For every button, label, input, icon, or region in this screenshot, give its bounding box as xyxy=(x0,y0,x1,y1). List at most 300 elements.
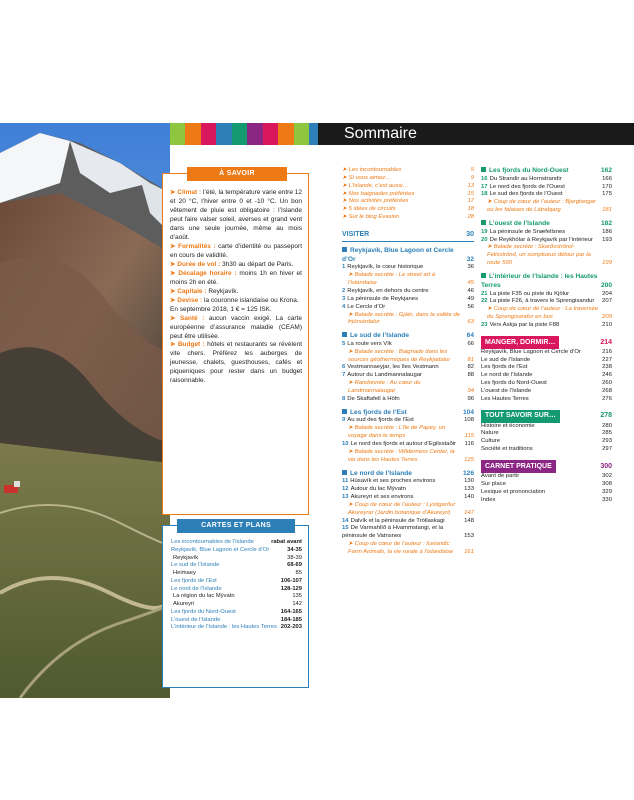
toc-row xyxy=(481,489,612,497)
toc-page: 161 xyxy=(464,548,474,555)
toc-entry xyxy=(342,380,467,396)
toc-page: 260 xyxy=(602,380,612,387)
section-title-text: Le sud de l’Islande xyxy=(350,332,409,340)
intro-row xyxy=(342,206,474,214)
savoir-item xyxy=(170,243,302,261)
toc-page: 133 xyxy=(464,486,474,493)
toc-text: Le sud de l’Islande xyxy=(481,356,531,363)
intro-row xyxy=(342,167,474,175)
page-title: Sommaire xyxy=(318,123,634,145)
a-savoir-text xyxy=(163,174,308,386)
feature-row xyxy=(481,244,612,268)
savoir-text: moins 1h en hiver et moins 2h en été. xyxy=(170,269,302,286)
toc-page: 246 xyxy=(602,372,612,379)
section-title xyxy=(481,273,601,291)
toc-text: Histoire et économie xyxy=(481,422,535,429)
toc-text: Dalvík et la péninsule de Tröllaskagi xyxy=(350,517,445,524)
toc-page: 140 xyxy=(464,493,474,500)
intro-text: ➤ Si vous aimez… xyxy=(342,174,392,181)
map-name: Les fjords du Nord-Ouest xyxy=(171,608,236,615)
toc-text: Vestmannaeyjar, les îles Vestmann xyxy=(347,364,439,371)
toc-entry xyxy=(342,312,467,328)
toc-page: 238 xyxy=(602,364,612,371)
toc-page: 280 xyxy=(602,422,612,429)
toc-page: 210 xyxy=(602,321,612,328)
map-page: 128-129 xyxy=(280,585,302,592)
toc-entry xyxy=(342,441,465,449)
map-name: Les fjords de l’Est xyxy=(171,577,217,584)
toc-entry xyxy=(342,264,467,272)
section-heading xyxy=(342,247,474,265)
toc-text: Les fjords du Nord-Ouest xyxy=(481,380,547,387)
savoir-text: la couronne islandaise ou Krona. xyxy=(202,296,299,304)
intro-text: ➤ Sur le blog Évasion xyxy=(342,214,400,221)
toc-text: Nature xyxy=(481,430,499,437)
toc-text: ➤ Balade secrète : Gjáin, dans la vallée de Þjórsárdalur xyxy=(348,311,461,326)
toc-text: De Reykhólar à Reykjavík par l’intérieur xyxy=(489,236,594,243)
toc-text: Avant de partir xyxy=(481,473,520,479)
toc-page: 276 xyxy=(602,395,612,402)
toc-row xyxy=(342,417,474,425)
savoir-key: ➤ Formalités : xyxy=(170,242,216,250)
feature-row xyxy=(342,349,474,365)
savoir-item xyxy=(170,288,302,297)
toc-row xyxy=(342,525,474,541)
toc-row xyxy=(481,291,612,299)
feature-row xyxy=(342,272,474,288)
color-swatch xyxy=(294,123,309,145)
intro-page: 18 xyxy=(467,206,474,213)
section-bullet xyxy=(481,273,486,278)
intro-text: ➤ L’Islande, c’est aussi… xyxy=(342,182,409,189)
toc-number: 13 xyxy=(342,493,349,500)
intro-page: 17 xyxy=(467,198,474,205)
toc-page: 66 xyxy=(467,340,474,347)
intro-page: 13 xyxy=(467,182,474,189)
toc-column-right xyxy=(481,167,612,504)
toc-text: ➤ Coup de cœur de l’auteur : Lystigarður Akureyrar (Jardin botanique d’Akureyri) xyxy=(348,501,456,516)
color-swatch xyxy=(201,123,216,145)
section-bullet xyxy=(342,409,347,414)
toc-row xyxy=(481,357,612,365)
band-heading xyxy=(481,336,612,349)
map-page: 202-203 xyxy=(280,624,302,631)
intro-text: ➤ Nos activités préférées xyxy=(342,198,409,205)
toc-text: Autour du lac Mývatn xyxy=(350,486,406,493)
feature-row xyxy=(342,541,474,557)
toc-number: 5 xyxy=(342,340,346,347)
toc-number: 2 xyxy=(342,287,346,294)
savoir-item xyxy=(170,315,302,342)
section-title-text: Le nord de l’Islande xyxy=(350,469,412,477)
toc-number: 9 xyxy=(342,417,346,424)
toc-number: 1 xyxy=(342,264,346,271)
toc-text: Reykjavík, le cœur historique xyxy=(347,264,424,271)
toc-text: De Skaftafell à Höfn xyxy=(347,395,400,402)
map-row xyxy=(171,539,302,547)
color-swatch xyxy=(170,123,185,145)
toc-entry xyxy=(481,298,602,306)
toc-text: ➤ Coup de cœur de l’auteur : Bjargtangar ou les falaises de Látrabjarg xyxy=(487,199,596,214)
toc-entry xyxy=(481,322,602,330)
map-page: 68-69 xyxy=(287,562,302,569)
toc-entry xyxy=(481,199,602,215)
map-name: Les incontournables de l’Islande xyxy=(171,539,254,545)
toc-number: 23 xyxy=(481,321,488,328)
toc-page: 199 xyxy=(602,260,612,267)
toc-page: 285 xyxy=(602,430,612,437)
toc-row xyxy=(342,494,474,502)
section-heading xyxy=(342,332,474,341)
toc-row xyxy=(481,423,612,431)
savoir-text: 3h30 au départ de Paris. xyxy=(220,260,294,268)
toc-page: 297 xyxy=(602,446,612,453)
toc-row xyxy=(481,438,612,446)
savoir-item xyxy=(170,189,302,243)
savoir-key: ➤ Budget : xyxy=(170,341,205,349)
toc-entry xyxy=(342,372,467,380)
toc-page: 116 xyxy=(464,441,474,447)
toc-text: La route vers Vík xyxy=(347,340,392,347)
intro-row xyxy=(342,175,474,183)
toc-entry xyxy=(481,244,602,268)
map-row xyxy=(171,586,302,594)
map-row xyxy=(171,624,302,632)
toc-number: 11 xyxy=(342,478,349,485)
map-row xyxy=(171,562,302,570)
toc-text: Lexique et prononciation xyxy=(481,488,546,495)
intro-page: 28 xyxy=(467,214,474,221)
savoir-key: ➤ Devise : xyxy=(170,296,203,304)
toc-text: Le nord de l’Islande xyxy=(481,372,533,379)
feature-row xyxy=(342,449,474,465)
map-row xyxy=(171,570,302,578)
toc-text: ➤ Balade secrète : Wilderness Center, la vie dans les Hautes Terres xyxy=(348,448,455,463)
cartes-box xyxy=(162,522,309,688)
toc-row xyxy=(342,304,474,312)
color-swatch xyxy=(185,123,200,145)
map-page: 34-35 xyxy=(287,546,302,553)
toc-text: L’ouest de l’Islande xyxy=(481,387,532,394)
toc-text: Reykjavík, Blue Lagoon et Cercle d’Or xyxy=(481,348,581,355)
toc-entry xyxy=(342,525,464,541)
toc-number: 22 xyxy=(481,298,488,305)
toc-text: Húsavík et ses proches environs xyxy=(350,478,436,485)
map-page: 106-107 xyxy=(280,577,302,584)
intro-row xyxy=(342,183,474,191)
map-row xyxy=(171,547,302,555)
toc-entry xyxy=(481,291,602,299)
toc-number: 16 xyxy=(481,175,488,182)
toc-text: Vers Askja par la piste F88 xyxy=(489,321,560,328)
toc-row xyxy=(481,322,612,330)
savoir-item xyxy=(170,341,302,386)
section-heading xyxy=(342,470,474,479)
section-heading xyxy=(481,220,612,229)
toc-row xyxy=(481,349,612,357)
toc-text: Le nord des fjords et autour d’Egilsstaðir xyxy=(350,441,456,447)
section-bullet xyxy=(342,470,347,475)
intro-row xyxy=(342,191,474,199)
band-label: MANGER, DORMIR… xyxy=(481,336,559,349)
savoir-text: hôtels et restaurants se révèlent vite chers. Préférez les auberges de jeunesse, chalets, guesthouses, cafés et piqueniques pour rester dans un budget raisonnable. xyxy=(170,341,302,385)
toc-row xyxy=(342,478,474,486)
toc-number: 15 xyxy=(342,525,349,532)
toc-entry xyxy=(342,296,467,304)
color-swatch xyxy=(247,123,262,145)
toc-number: 7 xyxy=(342,372,346,379)
toc-entry xyxy=(342,364,467,372)
map-name: Heimaey xyxy=(173,570,196,577)
map-name: Akureyri xyxy=(173,601,195,608)
toc-page: 216 xyxy=(602,348,612,355)
toc-page: 170 xyxy=(602,183,612,190)
section-heading xyxy=(481,167,612,176)
savoir-text: l’été, la température varie entre 12 et 20 °C, l’hiver entre 0 et -10 °C. Un bon vêtement de pluie est obligatoire : l’Islande peut faire valser soleil, averses et grand vent dans une seule journée, même au mois d’août. xyxy=(170,189,302,241)
section-page: 104 xyxy=(462,408,474,416)
toc-page: 94 xyxy=(467,388,474,395)
toc-text: Reykjavík, en dehors du centre xyxy=(347,287,429,294)
savoir-text: carte d’identité ou passeport en cours de validité. xyxy=(170,242,302,259)
toc-entry xyxy=(342,288,467,296)
map-name: Le sud de l’Islande xyxy=(171,562,220,569)
section-page: 126 xyxy=(462,469,474,477)
savoir-text: En septembre 2018, 1 € = 125 ISK. xyxy=(170,305,272,313)
toc-page: 81 xyxy=(467,356,474,363)
savoir-key: ➤ Décalage horaire : xyxy=(170,269,237,277)
map-page: 85 xyxy=(295,570,302,577)
toc-entry xyxy=(342,425,465,441)
toc-page: 175 xyxy=(602,191,612,198)
toc-row xyxy=(481,176,612,184)
toc-entry xyxy=(342,417,464,425)
toc-entry xyxy=(342,304,467,312)
toc-number: 3 xyxy=(342,295,346,302)
map-name: L’ouest de l’Islande xyxy=(171,616,221,623)
toc-row xyxy=(481,237,612,245)
toc-entry xyxy=(481,306,602,322)
section-title-text: L’ouest de l’Islande xyxy=(489,219,550,227)
toc-text: La péninsule de Reykjanes xyxy=(347,295,419,302)
toc-text: Sur place xyxy=(481,480,506,487)
section-page: 64 xyxy=(466,332,474,340)
toc-page: 46 xyxy=(467,287,474,294)
toc-text: ➤ Balade secrète : Skarðsströnd-Fellsströnd, un somptueux détour par la route 590 xyxy=(487,244,591,267)
a-savoir-box xyxy=(162,170,309,515)
intro-page: 9 xyxy=(470,174,474,181)
toc-entry xyxy=(342,478,464,486)
color-swatch xyxy=(278,123,293,145)
toc-text: Le sud des fjords de l’Ouest xyxy=(489,191,563,198)
map-page: 135 xyxy=(292,593,302,600)
toc-row xyxy=(342,372,474,380)
toc-page: 166 xyxy=(602,175,612,182)
toc-page: 115 xyxy=(464,433,474,440)
toc-entry xyxy=(342,341,467,349)
toc-entry xyxy=(342,449,464,465)
toc-row xyxy=(342,341,474,349)
toc-text: Index xyxy=(481,496,496,503)
map-row xyxy=(171,555,302,563)
toc-page: 148 xyxy=(464,517,474,524)
feature-row xyxy=(481,199,612,215)
toc-entry xyxy=(481,237,602,245)
toc-number: 12 xyxy=(342,486,349,493)
feature-row xyxy=(342,502,474,518)
toc-row xyxy=(342,396,474,404)
toc-page: 207 xyxy=(602,298,612,305)
toc-text: Société et traditions xyxy=(481,446,533,453)
toc-number: 14 xyxy=(342,517,349,524)
toc-page: 36 xyxy=(467,264,474,271)
intro-text: ➤ Les incontournables xyxy=(342,167,402,173)
color-swatch xyxy=(263,123,278,145)
toc-row xyxy=(481,473,612,481)
section-bullet xyxy=(342,332,347,337)
savoir-item xyxy=(170,261,302,270)
toc-page: 181 xyxy=(602,207,612,214)
band-page: 214 xyxy=(600,338,612,346)
color-swatch xyxy=(216,123,231,145)
section-page: 182 xyxy=(600,219,612,227)
toc-column-middle xyxy=(342,167,474,557)
map-row xyxy=(171,593,302,601)
toc-row xyxy=(342,364,474,372)
map-page: 38-39 xyxy=(287,554,302,561)
toc-text: Les Hautes Terres xyxy=(481,395,529,402)
toc-row xyxy=(481,380,612,388)
section-heading xyxy=(481,273,612,291)
toc-text: Au sud des fjords de l’Est xyxy=(347,417,414,424)
toc-page: 56 xyxy=(467,303,474,310)
toc-row xyxy=(342,288,474,296)
map-name: L’intérieur de l’Islande : les Hautes Terres xyxy=(171,624,277,631)
toc-number: 18 xyxy=(481,191,488,198)
toc-entry xyxy=(342,396,467,404)
band-heading xyxy=(342,228,474,242)
map-page: 184-185 xyxy=(280,616,302,623)
map-name: La région du lac Mývatn xyxy=(173,593,235,600)
toc-entry xyxy=(342,272,467,288)
cartes-list xyxy=(163,526,308,632)
toc-row xyxy=(481,388,612,396)
toc-text: ➤ Balade secrète : Baignade dans les sources géothermiques de Reykjadalur xyxy=(348,348,451,363)
intro-row xyxy=(342,214,474,222)
map-page: rabat avant xyxy=(271,539,302,545)
map-row xyxy=(171,601,302,609)
section-heading xyxy=(342,409,474,418)
toc-page: 45 xyxy=(467,280,474,287)
toc-entry xyxy=(342,486,464,494)
toc-page: 329 xyxy=(602,488,612,495)
toc-text: ➤ Randonnée : Au cœur du Landmannalaugar xyxy=(348,380,421,395)
toc-text: La piste F35 ou piste du Kjölur xyxy=(489,290,570,297)
toc-row xyxy=(481,298,612,306)
toc-row xyxy=(481,229,612,237)
toc-number: 20 xyxy=(481,236,488,243)
toc-number: 8 xyxy=(342,395,346,402)
toc-text: Akureyri et ses environs xyxy=(350,493,414,500)
band-label: CARNET PRATIQUE xyxy=(481,460,556,473)
toc-number: 6 xyxy=(342,364,346,371)
feature-row xyxy=(481,306,612,322)
band-label: VISITER xyxy=(342,230,370,238)
section-title-text: Les fjords de l’Est xyxy=(350,408,407,416)
map-row xyxy=(171,617,302,625)
toc-number: 21 xyxy=(481,290,488,297)
toc-text: La péninsule de Snæfellsnes xyxy=(489,228,566,235)
section-title xyxy=(342,332,409,341)
toc-text: ➤ Balade secrète : L’île de Papey, un voyage dans le temps xyxy=(348,425,446,440)
toc-page: 186 xyxy=(602,228,612,235)
toc-entry xyxy=(481,176,602,184)
map-page: 142 xyxy=(292,601,302,608)
section-title-text: L’intérieur de l’Islande : les Hautes Terres xyxy=(481,272,598,289)
toc-entry xyxy=(342,349,467,365)
toc-row xyxy=(342,296,474,304)
map-name: Reykjavík, Blue Lagoon et Cercle d’Or xyxy=(171,546,270,553)
toc-page: 125 xyxy=(464,456,474,463)
intro-page: 5 xyxy=(470,167,474,173)
toc-row xyxy=(481,497,612,505)
intro-text: ➤ 5 idées de circuits xyxy=(342,206,396,213)
toc-text: La piste F26, à travers le Sprengisandur xyxy=(489,298,595,305)
toc-row xyxy=(481,446,612,454)
toc-page: 330 xyxy=(602,496,612,503)
toc-row xyxy=(481,184,612,192)
toc-text: ➤ Balade secrète : Le street art à l’islandaise xyxy=(348,272,436,287)
toc-text: ➤ Coup de cœur de l’auteur : La traversée du Sprengisandur en bus xyxy=(487,306,599,321)
toc-text: Autour du Landmannalaugar xyxy=(347,372,422,379)
toc-page: 108 xyxy=(464,417,474,424)
toc-page: 308 xyxy=(602,480,612,487)
feature-row xyxy=(342,425,474,441)
section-title xyxy=(481,167,569,176)
toc-row xyxy=(481,481,612,489)
map-name: Reykjavík xyxy=(173,554,199,561)
section-page: 162 xyxy=(600,167,612,174)
toc-entry xyxy=(342,494,464,502)
cartes-title: CARTES ET PLANS xyxy=(177,519,295,533)
toc-number: 17 xyxy=(481,183,488,190)
toc-page: 302 xyxy=(602,473,612,479)
toc-text: Le Cercle d’Or xyxy=(347,303,386,310)
map-page: 164-165 xyxy=(280,608,302,615)
toc-page: 193 xyxy=(602,236,612,243)
toc-page: 204 xyxy=(602,290,612,297)
band-heading xyxy=(481,460,612,473)
band-label: TOUT SAVOIR SUR… xyxy=(481,410,560,423)
band-page: 300 xyxy=(600,462,612,470)
section-title xyxy=(342,409,407,418)
section-bullet xyxy=(481,220,486,225)
toc-text: ➤ Coup de cœur de l’auteur : Icelandic Farm Animals, la vie rurale à l’islandaise xyxy=(348,541,454,555)
section-title-text: Reykjavík, Blue Lagoon et Cercle d’Or xyxy=(342,246,454,263)
section-title xyxy=(342,247,467,265)
toc-page: 88 xyxy=(467,372,474,379)
section-title xyxy=(481,220,550,229)
savoir-text: Reykjavík. xyxy=(206,287,239,295)
intro-text: ➤ Nos baignades préférées xyxy=(342,190,415,197)
a-savoir-title: À SAVOIR xyxy=(187,167,287,181)
map-row xyxy=(171,578,302,586)
toc-page: 293 xyxy=(602,438,612,445)
band-page: 30 xyxy=(466,230,474,238)
toc-entry xyxy=(342,541,464,557)
band-page: 278 xyxy=(600,412,612,420)
savoir-key: ➤ Capitale : xyxy=(170,287,207,295)
toc-page: 130 xyxy=(464,478,474,485)
